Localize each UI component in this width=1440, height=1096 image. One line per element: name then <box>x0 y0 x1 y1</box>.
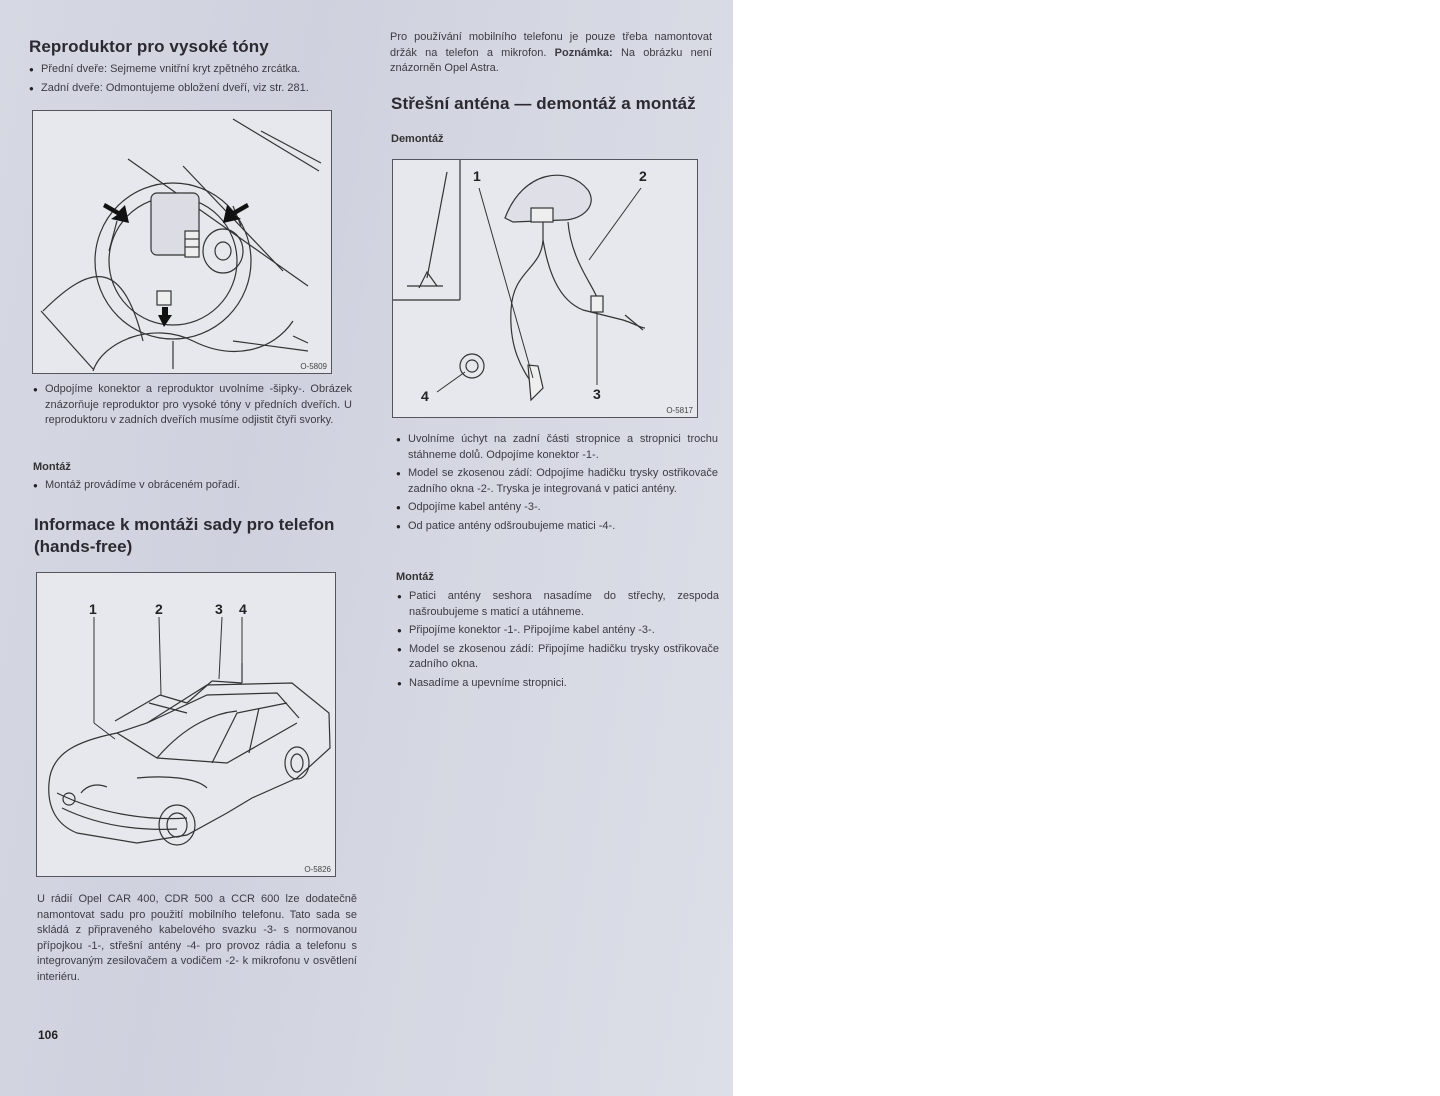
montaz-heading-right: Montáž <box>396 571 434 583</box>
note-text: Na obrázku není znázorněn Opel Astra. <box>390 46 713 74</box>
tweeter-figure <box>32 110 332 374</box>
callout-4: 4 <box>421 388 429 404</box>
intro-paragraph <box>390 30 712 77</box>
intro-text: Pro používání mobilního telefonu je pouze třeba namontovat držák na telefon a mikrofon. <box>390 31 712 59</box>
figure-code: O-5809 <box>300 362 327 371</box>
section-title-antenna: Střešní anténa — demontáž a montáž <box>391 94 696 113</box>
car-drawing <box>37 573 335 876</box>
demontaz-heading: Demontáž <box>391 133 444 145</box>
page-number: 106 <box>38 1028 59 1042</box>
figure-code: O-5817 <box>666 406 693 415</box>
demontaz-list <box>396 432 718 534</box>
car-figure <box>36 572 336 877</box>
list-item: ● Zadní dveře: Odmontujeme obložení dveří, viz str. 281. <box>29 81 349 97</box>
list-item: ● Od patice antény odšroubujeme matici -4-. <box>396 519 718 535</box>
antenna-figure <box>392 159 698 418</box>
paragraph: U rádií Opel CAR 400, CDR 500 a CCR 600 lze dodatečně namontovat sadu pro použití mobilního telefonu. Tato sada se skládá z připraveného kabelového svazku -3- s normovanou přípojkou -1-, střešní antény -4- pro provoz rádia a telefonu s integrovaným zesilovačem a vodičem -2- k mikrofonu v osvětlení interiéru. <box>37 893 357 983</box>
callout-2: 2 <box>639 168 647 184</box>
callout-3: 3 <box>215 601 223 617</box>
list-item: ● Uvolníme úchyt na zadní části stropnice a stropnici trochu stáhneme dolů. Odpojíme konektor -1-. <box>396 432 718 463</box>
list-item: ● Nasadíme a upevníme stropnici. <box>397 676 719 692</box>
handsfree-paragraph <box>37 892 357 985</box>
montaz-heading: Montáž <box>33 461 71 473</box>
montaz-list <box>33 478 353 494</box>
tweeter-bullets <box>29 62 349 96</box>
list-item: ● Patici antény seshora nasadíme do střechy, zespoda našroubujeme s maticí a utáhneme. <box>397 589 719 620</box>
figure-code: O-5826 <box>304 865 331 874</box>
list-item: ● Odpojíme kabel antény -3-. <box>396 500 718 516</box>
antenna-drawing <box>393 160 697 417</box>
callout-2: 2 <box>155 601 163 617</box>
list-item: ● Montáž provádíme v obráceném pořadí. <box>33 478 353 494</box>
section-title-handsfree: Informace k montáži sady pro telefon (hands-free) <box>34 515 335 556</box>
list-item: ● Přední dveře: Sejmeme vnitřní kryt zpětného zrcátka. <box>29 62 349 78</box>
callout-1: 1 <box>89 601 97 617</box>
callout-4: 4 <box>239 601 247 617</box>
montaz-list-right <box>397 589 719 691</box>
tweeter-instructions <box>33 382 352 429</box>
callout-3: 3 <box>593 386 601 402</box>
list-item: ● Model se zkosenou zádí: Odpojíme hadičku trysky ostřikovače zadního okna -2-. Tryska je integrovaná v patici antény. <box>396 466 718 497</box>
note-label: Poznámka: <box>554 46 613 59</box>
list-item: ● Připojíme konektor -1-. Připojíme kabel antény -3-. <box>397 623 719 639</box>
tweeter-drawing <box>33 111 331 373</box>
list-item: ● Odpojíme konektor a reproduktor uvolníme -šipky-. Obrázek znázorňuje reproduktor pro vysoké tóny v předních dveřích. U reproduktoru v zadních dveřích musíme odjistit čtyři svorky. <box>33 382 352 429</box>
list-item: ● Model se zkosenou zádí: Připojíme hadičku trysky ostřikovače zadního okna. <box>397 642 719 673</box>
section-title-tweeter: Reproduktor pro vysoké tóny <box>29 37 269 56</box>
callout-1: 1 <box>473 168 481 184</box>
